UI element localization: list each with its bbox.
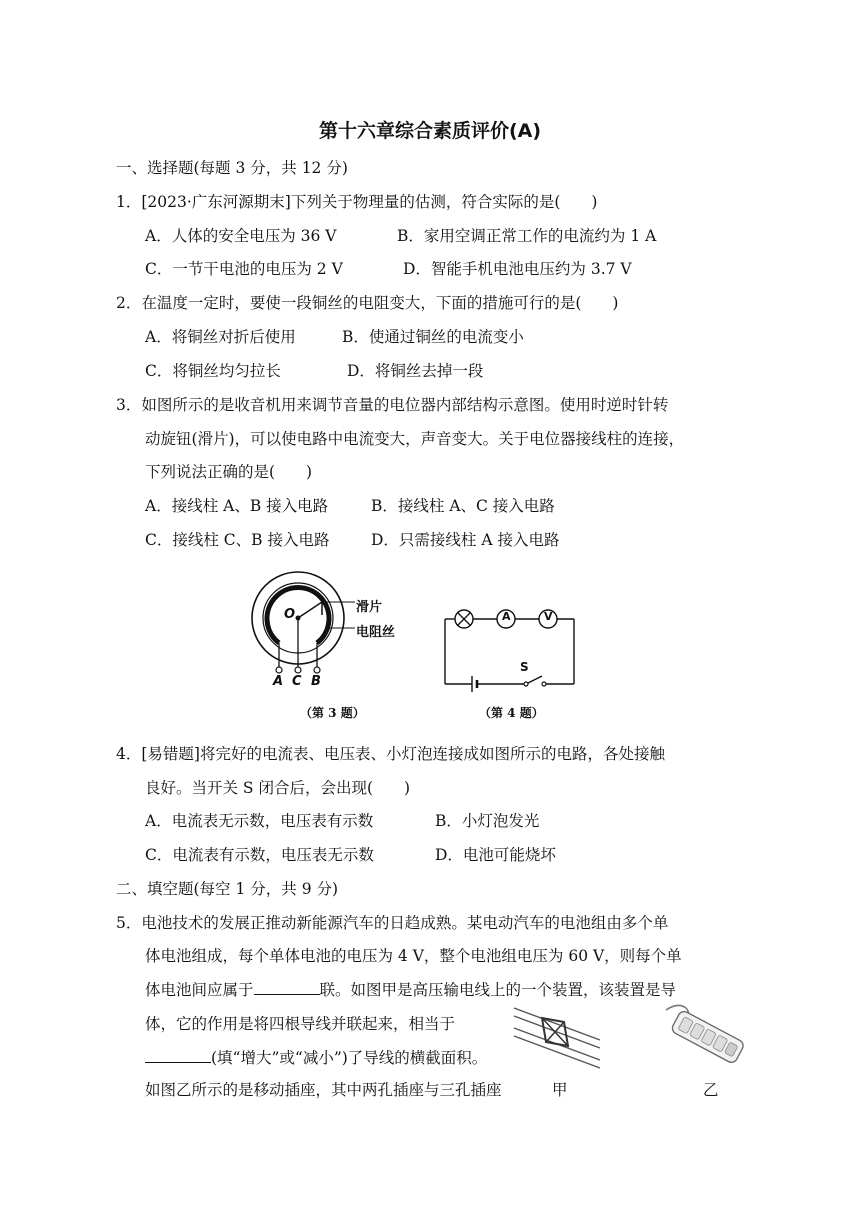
question-2-option-c: C．将铜丝均匀拉长 xyxy=(145,362,281,380)
question-5-line-6: 如图乙所示的是移动插座，其中两孔插座与三孔插座 xyxy=(145,1081,502,1099)
question-5-line-5 xyxy=(145,1048,487,1068)
question-3-option-c: C．接线柱 C、B 接入电路 xyxy=(145,531,330,549)
center-o-label: O xyxy=(284,607,296,622)
question-2-stem: 2．在温度一定时，要使一段铜丝的电阻变大，下面的措施可行的是( ) xyxy=(116,294,619,312)
power-line-spacer-image xyxy=(512,998,602,1074)
figure-jia-label: 甲 xyxy=(552,1081,568,1099)
question-3-line-1: 3．如图所示的是收音机用来调节音量的电位器内部结构示意图。使用时逆时针转 xyxy=(116,396,669,414)
question-5-line-3-start: 体电池间应属于 xyxy=(145,981,254,999)
question-3-line-3: 下列说法正确的是( ) xyxy=(145,463,313,481)
question-4-option-c: C．电流表有示数，电压表无示数 xyxy=(145,846,374,864)
terminal-a-label: A xyxy=(273,674,284,689)
question-2-option-b: B．使通过铜丝的电流变小 xyxy=(342,328,524,346)
power-strip-image xyxy=(660,1000,752,1070)
figure-yi-label: 乙 xyxy=(703,1081,719,1099)
question-5-line-2: 体电池组成，每个单体电池的电压为 4 V，整个电池组电压为 60 V，则每个单 xyxy=(145,947,682,965)
question-3-option-d: D．只需接线柱 A 接入电路 xyxy=(371,531,560,549)
figure-4-caption: （第 4 题） xyxy=(479,706,544,720)
terminal-b-label: B xyxy=(311,674,321,689)
question-2-option-d: D．将铜丝去掉一段 xyxy=(347,362,484,380)
question-2-option-a: A．将铜丝对折后使用 xyxy=(145,328,296,346)
question-5-line-3-end: 联。如图甲是高压输电线上的一个装置，该装置是导 xyxy=(319,981,677,999)
question-1-option-a: A．人体的安全电压为 36 V xyxy=(145,227,337,245)
question-5-line-5-text: (填“增大”或“减小”)了导线的横截面积。 xyxy=(211,1049,488,1067)
voltmeter-label: V xyxy=(544,610,553,623)
question-4-line-1: 4．[易错题]将完好的电流表、电压表、小灯泡连接成如图所示的电路，各处接触 xyxy=(116,745,665,763)
question-5-line-3 xyxy=(145,980,676,1000)
question-5-line-1: 5．电池技术的发展正推动新能源汽车的日趋成熟。某电动汽车的电池组由多个单 xyxy=(116,914,669,932)
figure-3-caption: （第 3 题） xyxy=(300,706,365,720)
answer-blank-2[interactable] xyxy=(145,1048,211,1063)
question-1-stem: 1．[2023·广东河源期末]下列关于物理量的估测，符合实际的是( ) xyxy=(116,193,598,211)
terminal-c-label: C xyxy=(292,674,302,689)
section-heading-choice: 一、选择题(每题 3 分，共 12 分) xyxy=(116,159,348,177)
switch-label: S xyxy=(520,660,529,674)
question-1-option-c: C．一节干电池的电压为 2 V xyxy=(145,260,343,278)
question-4-line-2: 良好。当开关 S 闭合后，会出现( ) xyxy=(145,779,411,797)
ammeter-label: A xyxy=(502,610,511,623)
resistance-wire-label: 电阻丝 xyxy=(356,625,396,640)
question-1-option-b: B．家用空调正常工作的电流约为 1 A xyxy=(397,227,657,245)
question-4-option-b: B．小灯泡发光 xyxy=(435,812,540,830)
question-5-line-4: 体，它的作用是将四根导线并联起来，相当于 xyxy=(145,1015,456,1033)
question-1-option-d: D．智能手机电池电压约为 3.7 V xyxy=(403,260,632,278)
section-heading-fill: 二、填空题(每空 1 分，共 9 分) xyxy=(116,880,339,898)
question-4-option-a: A．电流表无示数，电压表有示数 xyxy=(145,812,374,830)
answer-blank-1[interactable] xyxy=(254,980,320,995)
question-3-line-2: 动旋钮(滑片)，可以使电路中电流变大，声音变大。关于电位器接线柱的连接， xyxy=(145,430,685,448)
question-3-option-b: B．接线柱 A、C 接入电路 xyxy=(371,497,555,515)
question-3-option-a: A．接线柱 A、B 接入电路 xyxy=(145,497,329,515)
slider-label: 滑片 xyxy=(356,600,383,615)
question-4-option-d: D．电池可能烧坏 xyxy=(435,846,556,864)
page-title: 第十六章综合素质评价(A) xyxy=(318,120,542,142)
